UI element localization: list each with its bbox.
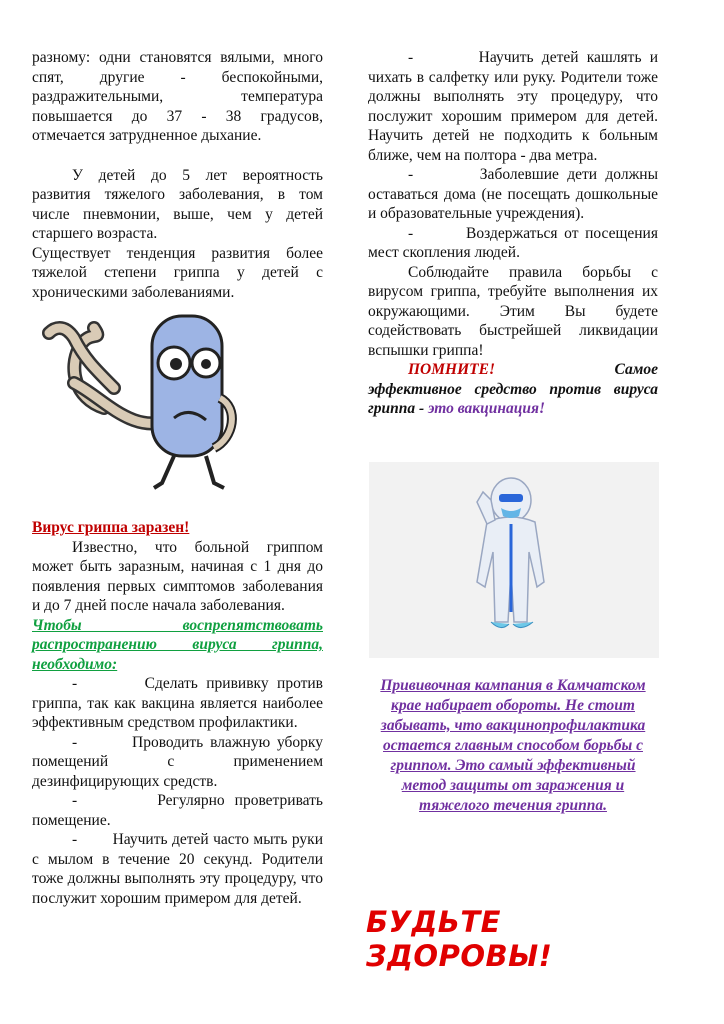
bullet-dash: -	[72, 831, 78, 848]
left-column-lower	[32, 518, 323, 908]
left-column	[32, 48, 323, 302]
bullet-handwashing: - Научить детей часто мыть руки с мылом в течение 20 секунд. Родители тоже должны выполнять эту процедуру, что послужит хорошим примером для детей.	[32, 831, 323, 907]
bullet-stay-home: - Заболевшие дети должны оставаться дома (не посещать дошкольные и образовательные учреждения).	[368, 166, 658, 222]
bullet-cleaning: - Проводить влажную уборку помещений с применением дезинфицирующих средств.	[32, 733, 323, 790]
bullet-dash: -	[72, 733, 78, 751]
doctor-protective-suit-illustration	[369, 462, 659, 658]
vaccination-highlight: это вакцинация!	[428, 400, 545, 417]
bullet-dash: -	[72, 675, 78, 692]
bullet-vaccination: - Сделать прививку против гриппа, так как вакцина является наиболее эффективным средством профилактики.	[32, 675, 323, 731]
chronic-paragraph: Существует тенденция развития более тяжелой степени гриппа у детей с хроническими заболеваниями.	[32, 244, 323, 301]
rules-paragraph: Соблюдайте правила борьбы с вирусом гриппа, требуйте выполнения их окружающими. Этим Вы будете содействовать быстрейшей ликвидации вспышки гриппа!	[368, 263, 658, 359]
bullet-dash: -	[408, 224, 414, 242]
bullet-avoid-crowds: - Воздержаться от посещения мест скопления людей.	[368, 224, 658, 261]
bullet-dash: -	[408, 166, 414, 183]
stay-healthy-heading: БУДЬТЕ ЗДОРОВЫ!	[366, 905, 553, 973]
bullet-ventilation: - Регулярно проветривать помещение.	[32, 792, 324, 829]
bullet-dash: -	[72, 792, 78, 809]
prevention-title: Чтобы воспрепятствовать распространению вируса гриппа, необходимо:	[32, 616, 323, 673]
right-column-lower	[368, 676, 658, 816]
bullet-coughing: - Научить детей кашлять и чихать в салфетку или руку. Родители тоже должны выполнять эту процедуру, что послужит хорошим примером для детей. Научить детей не подходить к больным ближе, чем на полтора - два метра.	[368, 49, 659, 164]
remember-label: ПОМНИТЕ!	[408, 361, 495, 378]
symptoms-paragraph: разному: одни становятся вялыми, много спят, другие - беспокойными, раздражительными, температура повышается до 37 - 38 градусов, отмечается затрудненное дыхание.	[32, 49, 323, 144]
right-column	[368, 48, 658, 419]
children-risk-paragraph: У детей до 5 лет вероятность развития тяжелого заболевания, в том числе пневмонии, выше, чем у детей старшего возраста.	[32, 166, 323, 242]
virus-contagious-title: Вирус гриппа заразен!	[32, 519, 190, 536]
virus-robot-illustration	[34, 298, 248, 508]
contagious-paragraph: Известно, что больной гриппом может быть заразным, начиная с 1 дня до появления первых симптомов заболевания и до 7 дней после начала заболевания.	[32, 538, 323, 614]
remember-paragraph: ПОМНИТЕ! Самое эффективное средство против вируса гриппа - это вакцинация!	[368, 361, 658, 417]
bullet-dash: -	[408, 49, 414, 66]
vaccination-campaign-text: Прививочная кампания в Камчатском крае набирает обороты. Не стоит забывать, что вакцинопрофилактика остается главным способом борьбы с гриппом. Это самый эффективный метод защиты от заражения и тяжелого течения гриппа.	[380, 677, 646, 814]
